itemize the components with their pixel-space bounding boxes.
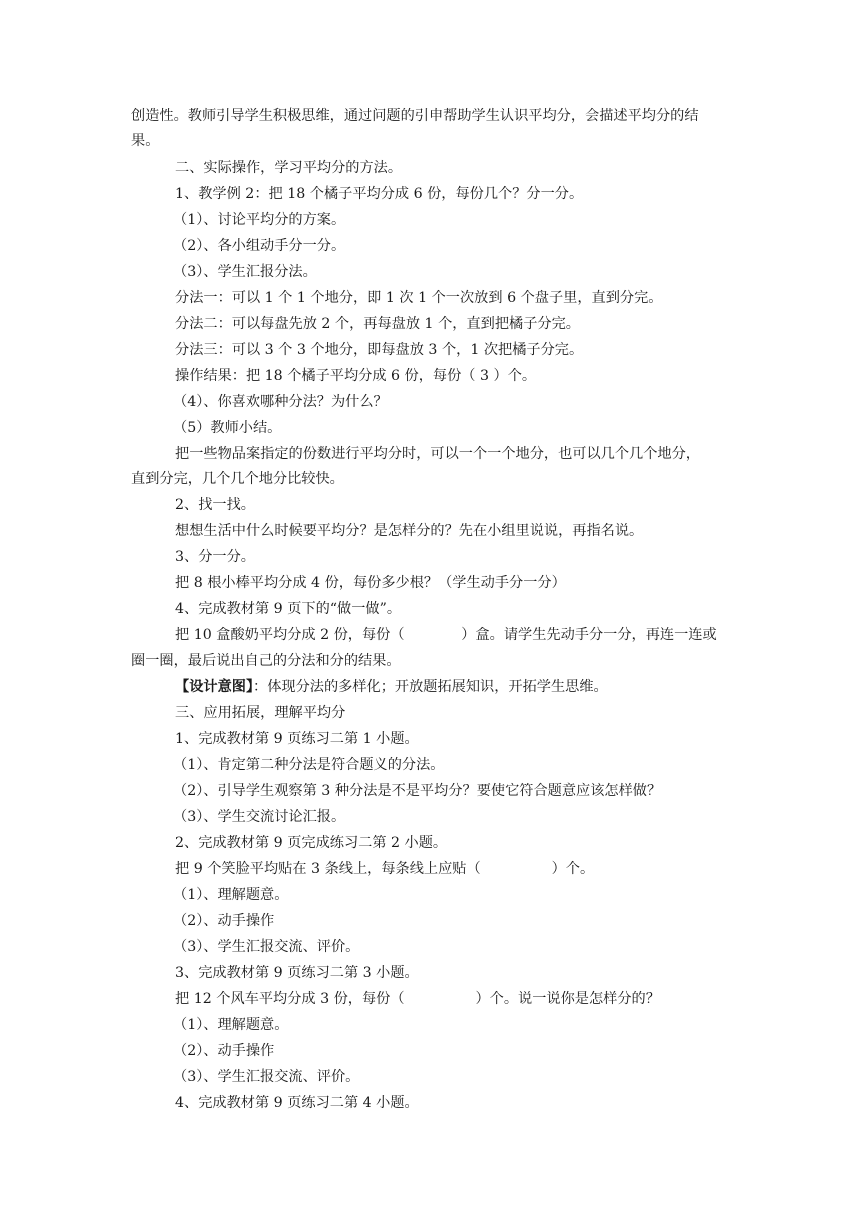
text-line: 创造性。教师引导学生积极思维，通过问题的引申帮助学生认识平均分，会描述平均分的结 [131,108,699,124]
text-line: 把 9 个笑脸平均贴在 3 条线上，每条线上应贴（ ）个。 [175,861,595,877]
text-line: 3、完成教材第 9 页练习二第 3 小题。 [175,965,419,981]
text-line: 操作结果：把 18 个橘子平均分成 6 份，每份（ 3 ）个。 [175,368,537,384]
text-line: （3）、学生汇报交流、评价。 [173,1069,360,1085]
text-line: （2）、引导学生观察第 3 种分法是不是平均分？要使它符合题意应该怎样做？ [173,783,662,799]
text-line: 把 12 个风车平均分成 3 份，每份（ ）个。说一说你是怎样分的？ [175,991,660,1007]
text-line: 直到分完，几个几个地分比较快。 [131,471,344,487]
text-line: 把 8 根小棒平均分成 4 份，每份多少根？（学生动手分一分） [175,575,566,591]
section-heading: 二、实际操作，学习平均分的方法。 [175,160,403,176]
design-intent-text: ：体现分法的多样化；开放题拓展知识，开拓学生思维。 [253,679,608,695]
text-line: 想想生活中什么时候要平均分？是怎样分的？先在小组里说说，再指名说。 [175,523,644,539]
text-line: 把一些物品案指定的份数进行平均分时，可以一个一个地分，也可以几个几个地分， [175,446,700,462]
text-line: 分法二：可以每盘先放 2 个，再每盘放 1 个，直到把橘子分完。 [175,316,580,332]
text-line: 2、找一找。 [175,497,255,513]
text-line: （1）、理解题意。 [173,887,289,903]
text-line: 2、完成教材第 9 页完成练习二第 2 小题。 [175,835,448,851]
text-line: （2）、动手操作 [173,1043,275,1059]
text-line: （1）、理解题意。 [173,1017,289,1033]
text-line: （4）、你喜欢哪种分法？为什么？ [173,394,388,410]
text-line: 1、教学例 2：把 18 个橘子平均分成 6 份，每份几个？分一分。 [175,186,584,202]
design-intent-label: 【设计意图】 [175,679,254,695]
design-intent-line [175,677,608,697]
text-line: 果。 [131,133,160,149]
text-line: （3）、学生汇报分法。 [173,264,317,280]
text-line: （1）、讨论平均分的方案。 [173,212,346,228]
text-line: 1、完成教材第 9 页练习二第 1 小题。 [175,731,419,747]
text-line: 圈一圈，最后说出自己的分法和分的结果。 [131,653,401,669]
text-line: 分法三：可以 3 个 3 个地分，即每盘放 3 个，1 次把橘子分完。 [175,342,584,358]
text-line: （5）教师小结。 [173,420,282,436]
text-line: （2）、各小组动手分一分。 [173,238,346,254]
text-line: （3）、学生交流讨论汇报。 [173,809,346,825]
section-heading: 三、应用拓展，理解平均分 [175,705,346,721]
text-line: 4、完成教材第 9 页下的“做一做”。 [175,601,402,617]
text-line: （3）、学生汇报交流、评价。 [173,939,360,955]
text-line: 分法一：可以 1 个 1 个地分，即 1 次 1 个一次放到 6 个盘子里，直到分完。 [175,290,663,306]
text-line: 3、分一分。 [175,549,255,565]
text-line: （2）、动手操作 [173,913,275,929]
text-line: 4、完成教材第 9 页练习二第 4 小题。 [175,1095,419,1111]
text-line: 把 10 盒酸奶平均分成 2 份，每份（ ）盒。请学生先动手分一分，再连一连或 [175,627,717,643]
text-line: （1）、肯定第二种分法是符合题义的分法。 [173,757,445,773]
